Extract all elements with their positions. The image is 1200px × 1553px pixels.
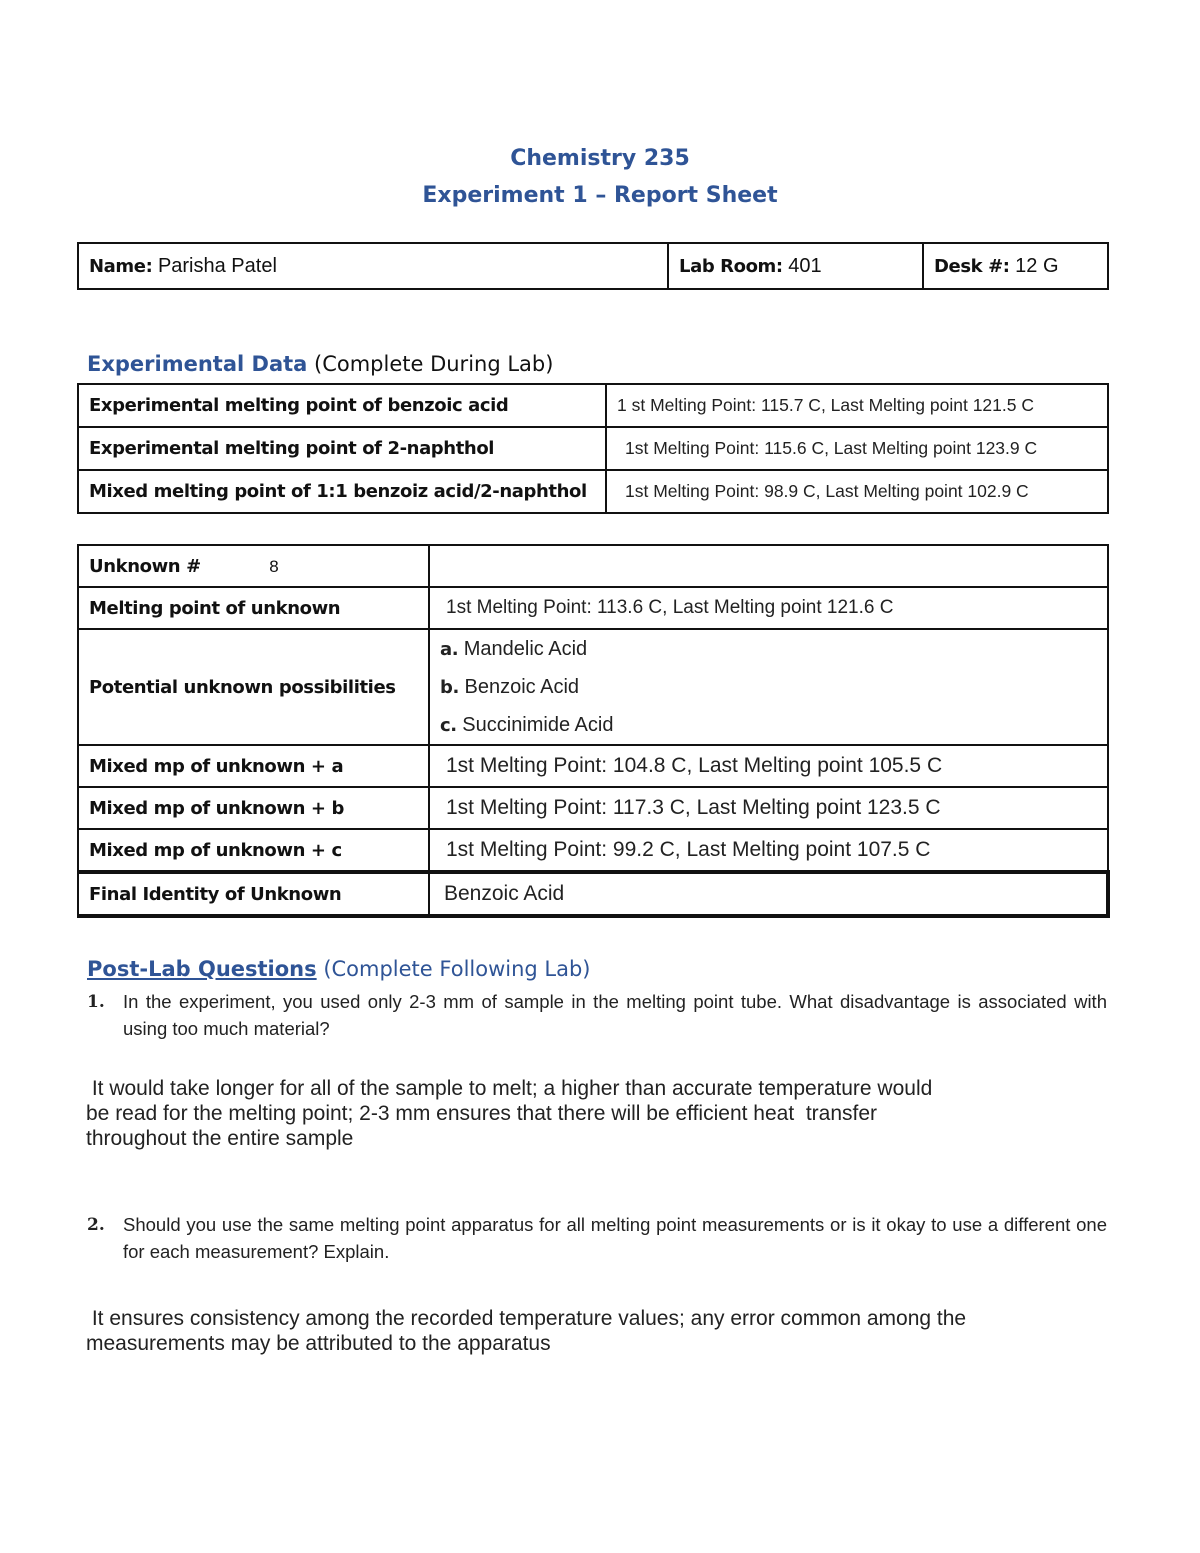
unknown-table	[77, 544, 1110, 918]
table-row	[78, 629, 1108, 745]
possibilities-list	[429, 629, 1108, 745]
table-row	[78, 470, 1108, 513]
post-lab-heading: Post-Lab Questions (Complete Following Lab)	[87, 957, 591, 981]
report-subtitle: Experiment 1 – Report Sheet	[422, 183, 778, 208]
answer-1: It would take longer for all of the sample to melt; a higher than accurate temperature would be read for the melting point; 2-3 mm ensures that there will be efficient heat transfer throughout the entire sample	[86, 1077, 933, 1150]
row-label: Potential unknown possibilities	[78, 629, 429, 745]
name-value: Parisha Patel	[157, 254, 277, 277]
row-value: 1st Melting Point: 104.8 C, Last Melting point 105.5 C	[429, 745, 1108, 787]
unknown-number-value: 8	[269, 556, 279, 576]
lab-room-value: 401	[788, 254, 822, 277]
table-row	[78, 545, 1108, 587]
question-text: Should you use the same melting point apparatus for all melting point measurements or is it okay to use a different one for each measurement? Explain.	[123, 1214, 1107, 1262]
list-item: a. Mandelic Acid	[440, 638, 588, 660]
name-label: Name:	[89, 255, 153, 277]
desk-label: Desk #:	[934, 255, 1010, 277]
desk-value: 12 G	[1015, 254, 1059, 277]
row-label: Mixed mp of unknown + c	[78, 829, 429, 872]
row-label: Melting point of unknown	[78, 587, 429, 629]
row-label: Mixed melting point of 1:1 benzoiz acid/2-naphthol	[78, 470, 606, 513]
table-row	[78, 587, 1108, 629]
row-label: Mixed mp of unknown + b	[78, 787, 429, 829]
name-cell	[78, 243, 668, 289]
table-row	[78, 427, 1108, 470]
row-value: 1st Melting Point: 117.3 C, Last Melting point 123.5 C	[429, 787, 1108, 829]
question-2	[87, 1211, 1107, 1265]
final-identity-value: Benzoic Acid	[429, 872, 1108, 916]
row-label: Experimental melting point of benzoic acid	[78, 384, 606, 427]
lab-room-label: Lab Room:	[679, 255, 783, 277]
table-row	[78, 872, 1108, 916]
list-item: b. Benzoic Acid	[440, 676, 580, 698]
answer-2: It ensures consistency among the recorded temperature values; any error common among the measurements may be attributed to the apparatus	[86, 1307, 967, 1355]
question-text: In the experiment, you used only 2-3 mm of sample in the melting point tube. What disadvantage is associated with using too much material?	[123, 991, 1107, 1039]
question-number: 1.	[87, 992, 105, 1012]
table-row	[78, 829, 1108, 872]
row-value: 1st Melting Point: 99.2 C, Last Melting point 107.5 C	[429, 829, 1108, 872]
lab-room-cell	[668, 243, 923, 289]
final-identity-label: Final Identity of Unknown	[78, 872, 429, 916]
course-title: Chemistry 235	[510, 146, 690, 171]
unknown-number-label: Unknown #	[89, 555, 201, 577]
question-1	[87, 988, 1107, 1042]
row-label: Experimental melting point of 2-naphthol	[78, 427, 606, 470]
experimental-data-table	[77, 383, 1109, 514]
empty-cell	[429, 545, 1108, 587]
desk-cell	[923, 243, 1108, 289]
table-row	[78, 745, 1108, 787]
row-value: 1st Melting Point: 98.9 C, Last Melting point 102.9 C	[606, 470, 1108, 513]
table-row	[78, 787, 1108, 829]
student-info-table	[77, 242, 1109, 290]
question-number: 2.	[87, 1215, 105, 1235]
row-value: 1 st Melting Point: 115.7 C, Last Melting point 121.5 C	[606, 384, 1108, 427]
row-value: 1st Melting Point: 115.6 C, Last Melting point 123.9 C	[606, 427, 1108, 470]
experimental-data-heading: Experimental Data (Complete During Lab)	[87, 352, 554, 376]
row-value: 1st Melting Point: 113.6 C, Last Melting point 121.6 C	[429, 587, 1108, 629]
row-label: Mixed mp of unknown + a	[78, 745, 429, 787]
table-row	[78, 384, 1108, 427]
unknown-number-cell	[78, 545, 429, 587]
list-item: c. Succinimide Acid	[440, 714, 614, 736]
